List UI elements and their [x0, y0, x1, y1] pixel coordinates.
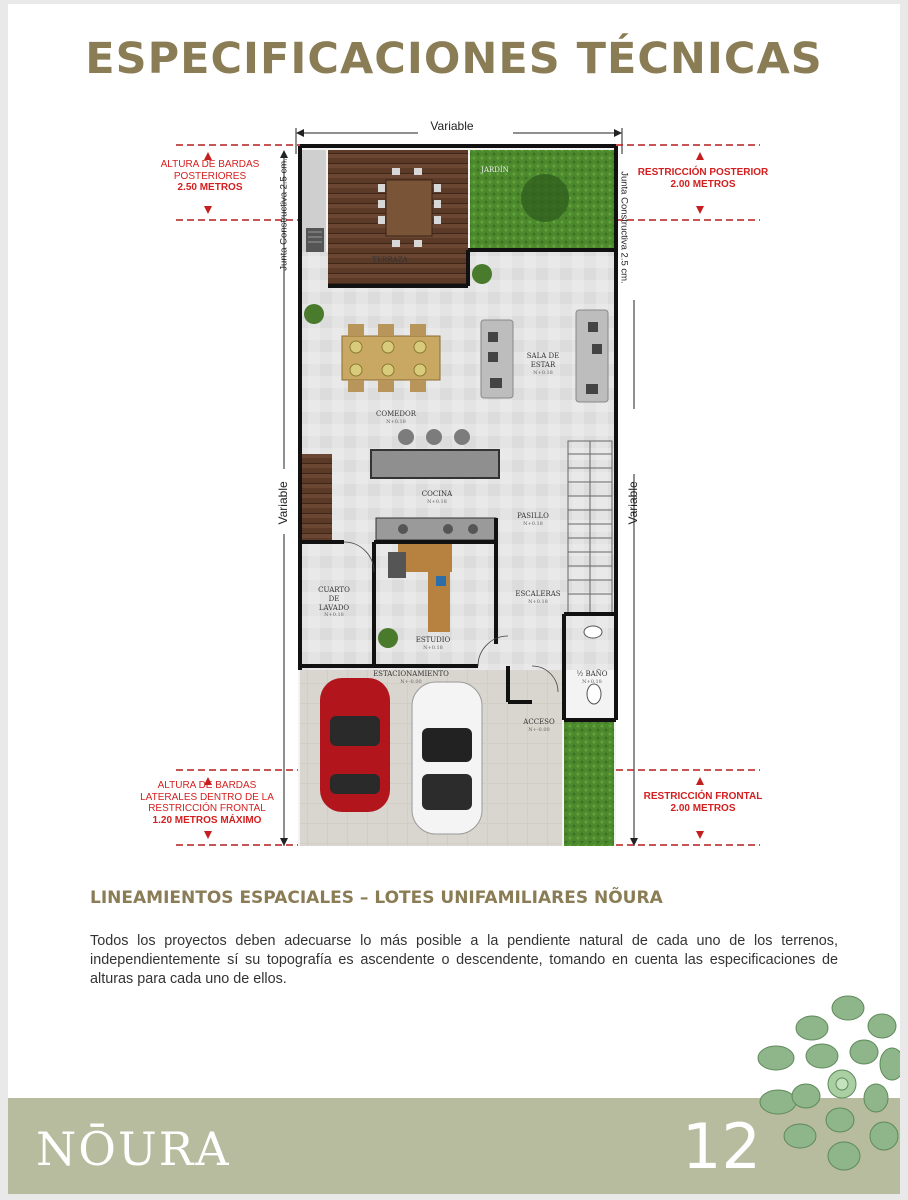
room-label-bano: ½ BAÑO N+0.18 [576, 670, 608, 685]
room-label-acceso: ACCESO N+-0.00 [523, 718, 555, 733]
room-label-escaleras: ESCALERAS N+0.18 [515, 590, 561, 605]
room-label-cocina: COCINA N+0.18 [421, 490, 453, 505]
kitchen-island [371, 450, 499, 478]
rear-restriction-label: RESTRICCIÓN POSTERIOR 2.00 METROS [637, 167, 769, 190]
brochure-page [8, 4, 900, 1194]
room-label-comedor: COMEDOR N+0.18 [376, 410, 416, 425]
side-walls-height-label: ALTURA DE BARDAS LATERALES DENTRO DE LA RESTRICCIÓN FRONTAL 1.20 METROS MÁXIMO [140, 780, 274, 826]
rear-walls-height-label: ALTURA DE BARDAS POSTERIORES 2.50 METROS [160, 159, 260, 193]
room-label-pasillo: PASILLO N+0.18 [517, 512, 549, 527]
page-title: ESPECIFICACIONES TÉCNICAS [85, 34, 823, 84]
page-number: 12 [682, 1110, 761, 1183]
room-label-estudio: ESTUDIO N+0.18 [415, 636, 451, 651]
top-dimension-label: Variable [430, 119, 474, 133]
right-dimension-label: Variable [626, 481, 641, 525]
front-restriction-label: RESTRICCIÓN FRONTAL 2.00 METROS [643, 791, 763, 814]
room-label-jardin: JARDÍN [481, 166, 509, 174]
succulent-decoration [752, 986, 900, 1194]
room-label-sala: SALA DE ESTAR N+0.18 [526, 352, 560, 376]
right-joint-label: Junta Constructiva 2.5 cm. [618, 171, 630, 284]
left-joint-label: Junta Constructiva 2.5 cm. [278, 158, 290, 271]
room-label-cuarto-lavado: CUARTO DE LAVADO N+0.18 [318, 586, 350, 619]
brand-logo: NŌURA [36, 1122, 231, 1176]
section-title: LINEAMIENTOS ESPACIALES – LOTES UNIFAMILIARES NÕURA [90, 888, 663, 908]
section-body: Todos los proyectos deben adecuarse lo más posible a la pendiente natural de cada uno de los terrenos, independientemente sí su topografía es ascendente o descendente, tomando en cuenta las especificaciones de alturas para cada uno de ellos. [90, 933, 838, 987]
left-dimension-label: Variable [276, 481, 291, 525]
room-label-terraza: TERRAZA [372, 256, 408, 264]
room-label-estacionamiento: ESTACIONAMIENTO N+-0.00 [373, 670, 449, 685]
